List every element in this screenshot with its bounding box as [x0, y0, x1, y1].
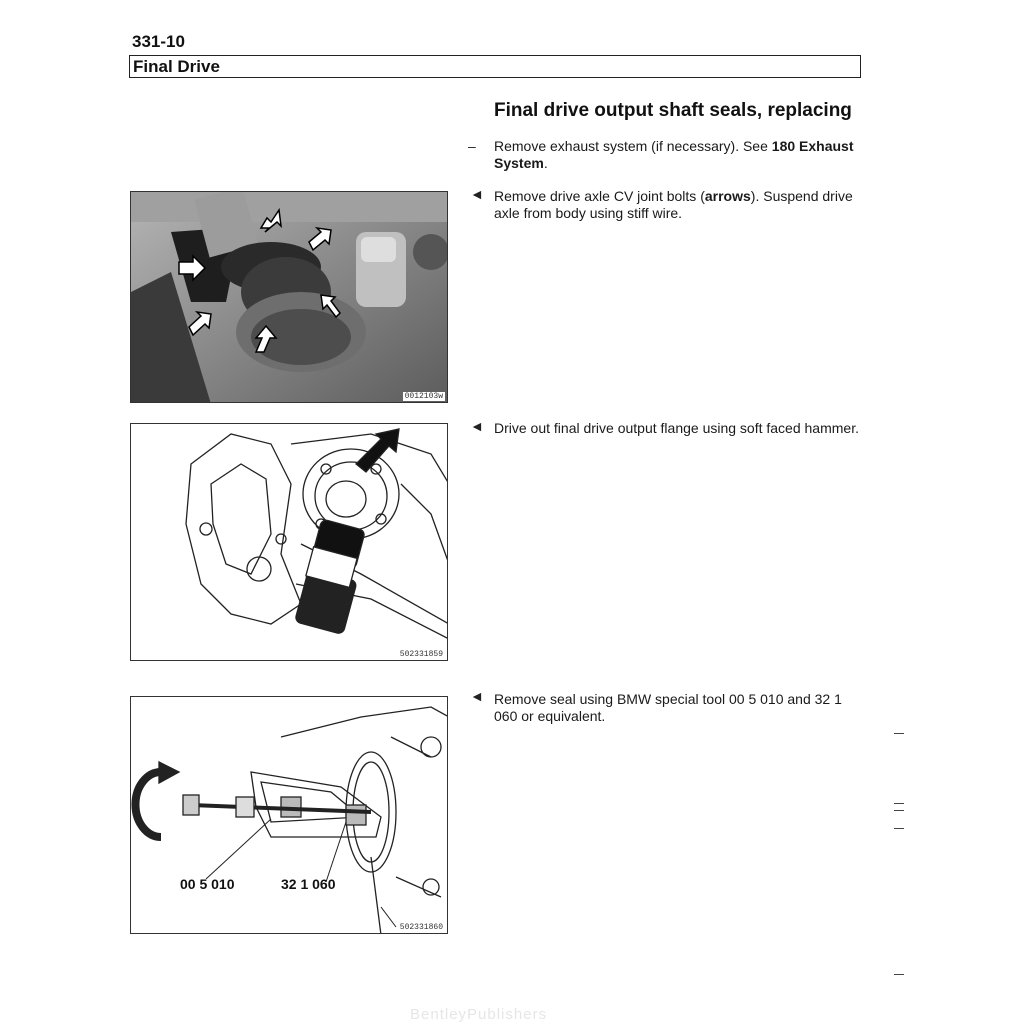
margin-mark — [894, 803, 904, 804]
step-cv-bolts — [494, 188, 864, 222]
output-flange-drawing — [131, 424, 448, 661]
pointer-marker: ◄ — [470, 418, 484, 434]
section-header-box — [129, 55, 861, 78]
figure-code: 0012103w — [404, 392, 443, 401]
pointer-marker: ◄ — [470, 688, 484, 704]
cv-joint-photo-illustration — [131, 192, 448, 403]
margin-mark — [894, 810, 904, 811]
section-title: Final Drive — [133, 57, 220, 76]
step-text-end: . — [543, 155, 548, 171]
tool-label-32-1-060: 32 1 060 — [281, 876, 336, 892]
step-bold-arrows: arrows — [704, 188, 751, 204]
publisher-watermark: BentleyPublishers — [410, 1006, 548, 1023]
margin-mark — [894, 733, 904, 734]
seal-tool-drawing — [131, 697, 448, 934]
step-text: Remove exhaust system (if necessary). See — [494, 138, 772, 154]
figure-code: 502331859 — [399, 650, 443, 659]
step-text: Remove drive axle CV joint bolts ( — [494, 188, 705, 204]
tool-label-00-5-010: 00 5 010 — [180, 876, 235, 892]
figure-code: 502331860 — [399, 923, 443, 932]
step-text-end: ). Suspend drive axle from body using stiff wire. — [494, 188, 853, 221]
pointer-marker: ◄ — [470, 186, 484, 202]
step-reference: 180 Exhaust System — [494, 138, 854, 171]
figure-seal-removal-tool — [130, 696, 448, 934]
margin-mark — [894, 828, 904, 829]
figure-cv-joint-photo — [130, 191, 448, 403]
step-remove-seal: Remove seal using BMW special tool 00 5 010 and 32 1 060 or equivalent. — [494, 691, 842, 724]
dash-marker: – — [468, 138, 476, 154]
page-number: 331-10 — [132, 32, 185, 51]
step-drive-flange: Drive out final drive output flange using soft faced hammer. — [494, 420, 859, 436]
step-exhaust — [494, 138, 864, 172]
procedure-heading: Final drive output shaft seals, replacing — [494, 100, 852, 121]
figure-output-flange — [130, 423, 448, 661]
margin-mark — [894, 974, 904, 975]
